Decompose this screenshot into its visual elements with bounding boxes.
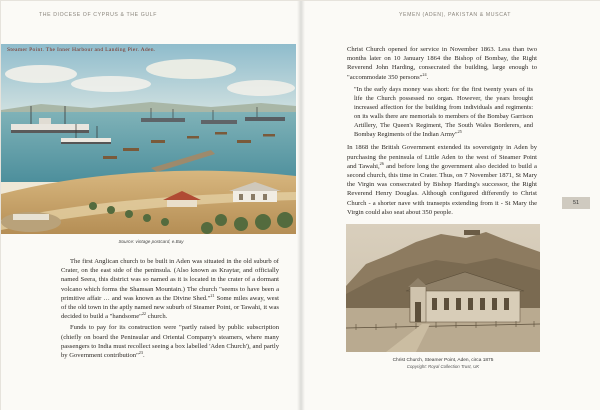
footnote-ref: 23 bbox=[138, 349, 143, 355]
block-quote: "In the early days money was short: for the first twenty years of its life the Church possessed no organ. However, the years brought increased affection for the building from individuals and regiments: on its walls there are memorials to members of the Bombay Garrison Artillery, The Queen's Regiment, The South Wales Borderers, and Bombay Regiments of the Indian Army"$^{25}$ bbox=[354, 85, 533, 139]
left-running-head: THE DIOCESE OF CYPRUS & THE GULF bbox=[39, 12, 157, 18]
cloud bbox=[146, 59, 236, 79]
right-body-text bbox=[347, 45, 537, 219]
postcard-source-caption: Source: vintage postcard, e.Bay bbox=[118, 239, 184, 244]
cloud bbox=[71, 76, 151, 92]
steamer-point-postcard bbox=[1, 44, 296, 234]
page-number-tab: 51 bbox=[562, 197, 590, 209]
postcard-caption: Steamer Point. The Inner Harbour and Landing Pier. Aden. bbox=[7, 47, 156, 53]
photo-credit: Copyright: Royal Collection Trust, UK bbox=[406, 364, 480, 369]
cloud bbox=[5, 65, 77, 83]
christ-church-photo bbox=[346, 224, 540, 352]
footnote-ref: 26 bbox=[379, 160, 384, 166]
postcard-illustration bbox=[1, 44, 296, 234]
book-gutter bbox=[297, 1, 305, 410]
paragraph-little-aden: In 1868 the British Government extended its sovereignty in Aden by purchasing the peninsula of Little Aden to the west of Steamer Point and Tawahi,$^{26}$ and before long the government also decided to build a second church, this time in Crater. Thus, on 7 November 1871, St Mary the Virgin was consecrated by Bishop Harding's successor, the Right Reverend Henry Douglas. Although configured differently to Christ Church - a shorter nave with transepts extending from it - St Mary the Virgin could also seat about 350 people. bbox=[347, 144, 537, 216]
paragraph-christ-church: Christ Church opened for service in November 1863. Less than two months later on 10 January 1864 the Bishop of Bombay, the Right Reverend John Harding, consecrated the building, large enough to "accommodate 350 persons"$^{24}$. bbox=[347, 46, 537, 81]
bandstand bbox=[13, 214, 49, 220]
paragraph-anglican-church: The first Anglican church to be built in Aden was situated in the old suburb of Crater, on the east side of the peninsula. (Also known as Kraytar, and officially named Seera, this district was so named as it is located in the crater of a dormant volcano which forms the Shamsan Mountain.) The church "seems to have been a primitive affair … and was known as the Divine Shed."$^{21}$ Some miles away, west of the old town in the aptly named new suburb of Steamer Point, or Tawahi, it was decided to build a "handsome"$^{22}$ church. bbox=[61, 258, 279, 321]
footnote-ref: 24 bbox=[422, 71, 427, 77]
cloud bbox=[227, 80, 295, 96]
hilltop-fort bbox=[464, 230, 480, 235]
right-running-head: YEMEN (ADEN), PAKISTAN & MUSCAT bbox=[399, 12, 511, 18]
christ-church-illustration bbox=[346, 224, 540, 352]
footnote-ref: 25 bbox=[457, 129, 462, 135]
left-body-text bbox=[61, 257, 279, 362]
footnote-ref: 22 bbox=[141, 311, 147, 317]
photo-caption: Christ Church, Steamer Point, Aden, circa 1875 bbox=[392, 358, 494, 363]
footnote-ref: 21 bbox=[210, 292, 215, 298]
paragraph-funds: Funds to pay for its construction were "partly raised by public subscription (chiefly on board the Peninsular and Oriental Company's steamers, where many passengers to India must recollect seeing a box labelled 'Aden Church'), and partly by Government contribution"$^{23}$. bbox=[61, 324, 279, 360]
